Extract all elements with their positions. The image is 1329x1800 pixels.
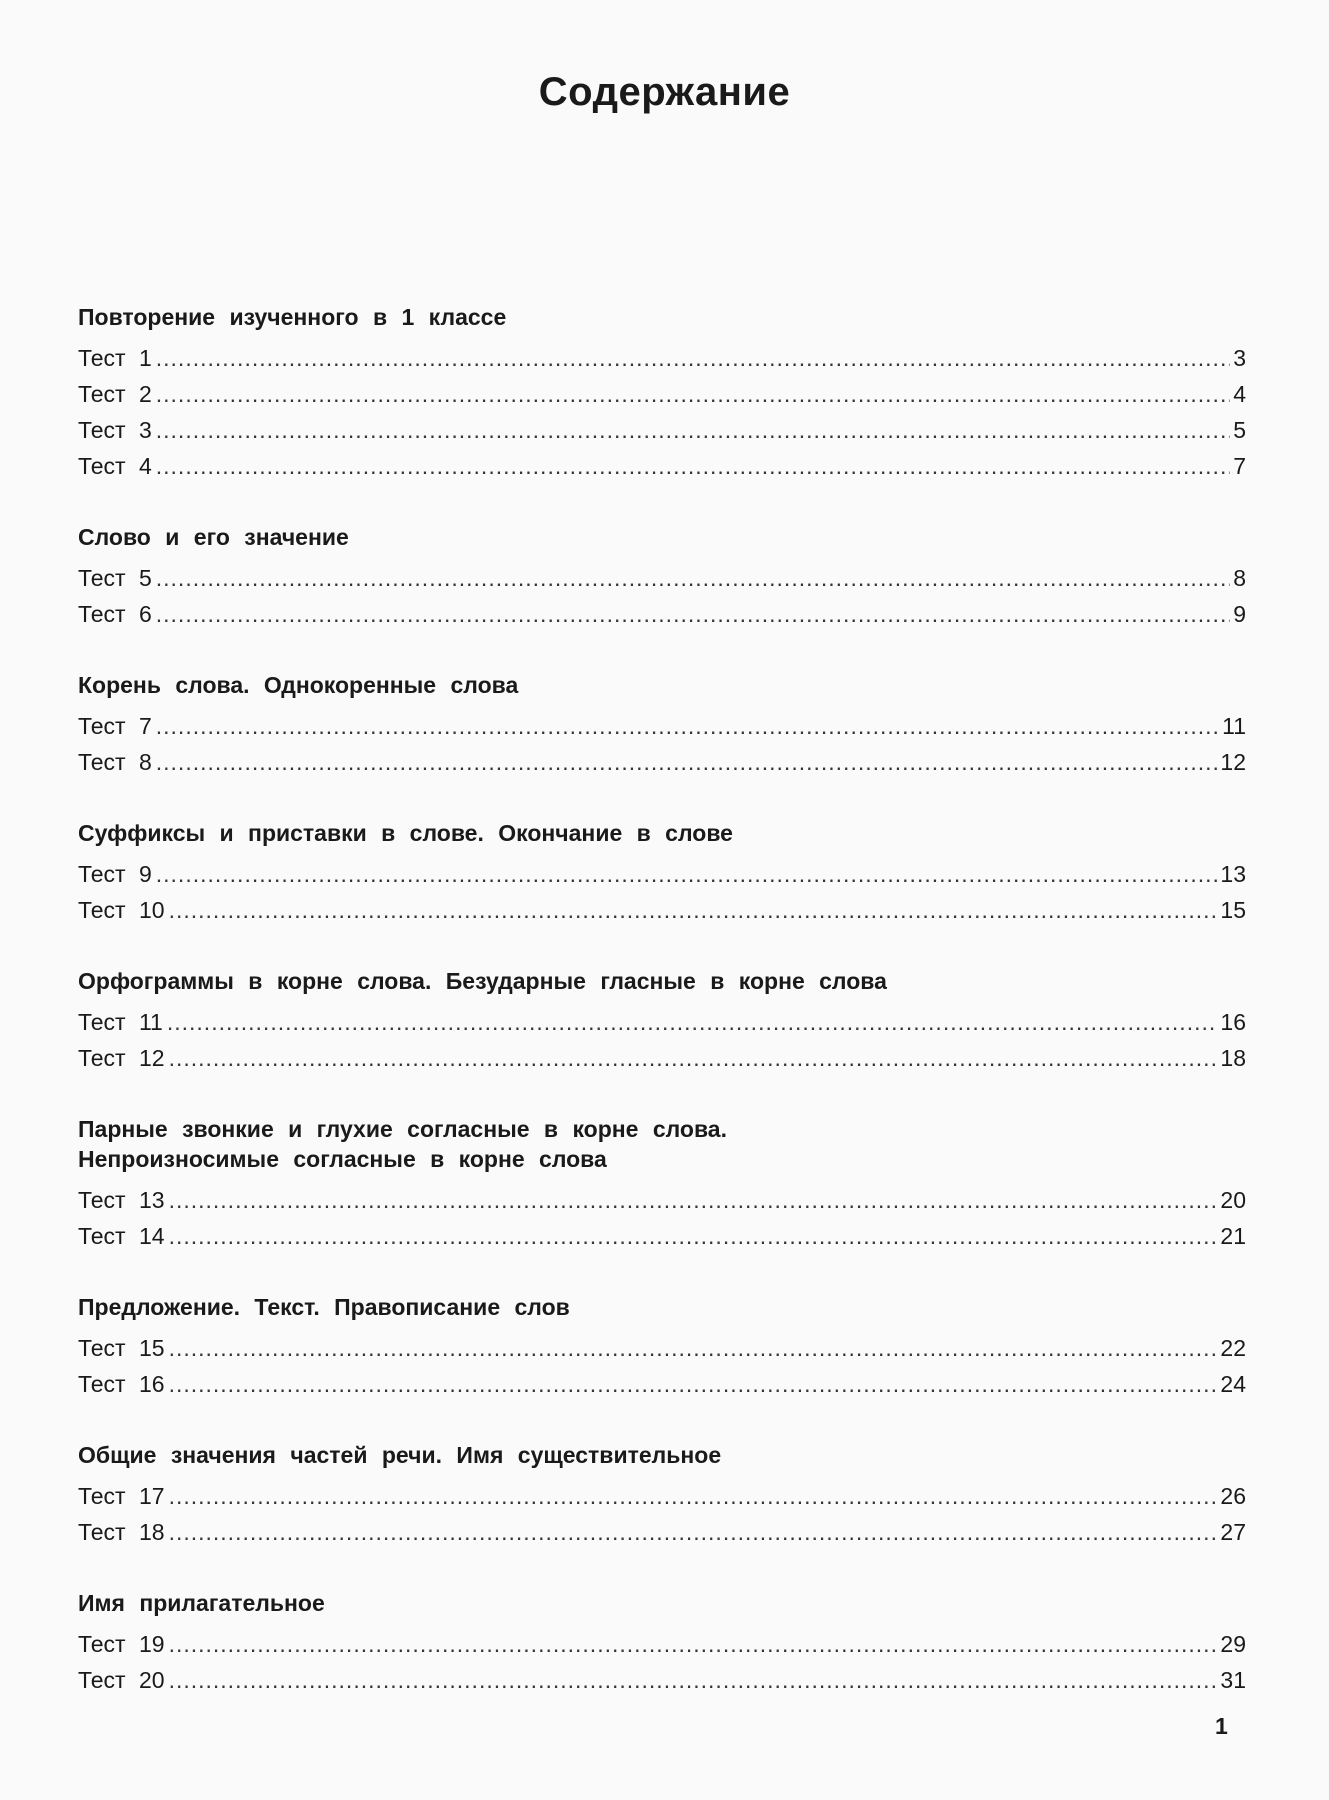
dot-leader [169, 1478, 1219, 1514]
entry-label: Тест 16 [78, 1371, 165, 1397]
toc-section [78, 1292, 1246, 1402]
entry-label: Тест 12 [78, 1045, 165, 1071]
entry-page: 31 [1220, 1667, 1246, 1693]
section-title: Суффиксы и приставки в слове. Окончание в слове [78, 820, 733, 846]
section-title: Корень слова. Однокоренные слова [78, 672, 519, 698]
entry-label: Тест 5 [78, 565, 152, 591]
toc-section [78, 966, 1246, 1076]
toc-entry[interactable] [78, 376, 1246, 412]
toc-section [78, 1440, 1246, 1550]
entry-label: Тест 20 [78, 1667, 165, 1693]
section-title-line: Непроизносимые согласные в корне слова [78, 1146, 607, 1172]
dot-leader [169, 1366, 1219, 1402]
entry-page: 16 [1220, 1009, 1246, 1035]
entry-label: Тест 3 [78, 417, 152, 443]
dot-leader [169, 1662, 1219, 1698]
entry-label: Тест 13 [78, 1187, 165, 1213]
toc-section [78, 818, 1246, 928]
dot-leader [169, 1626, 1219, 1662]
page-number: 1 [1215, 1713, 1228, 1739]
section-title: Общие значения частей речи. Имя существительное [78, 1442, 722, 1468]
section-title: Орфограммы в корне слова. Безударные гласные в корне слова [78, 968, 887, 994]
toc-entry[interactable] [78, 1218, 1246, 1254]
dot-leader [156, 744, 1219, 780]
toc-entry[interactable] [78, 1330, 1246, 1366]
toc-section [78, 670, 1246, 780]
entry-label: Тест 11 [78, 1009, 163, 1035]
dot-leader [156, 448, 1230, 484]
section-title [78, 1114, 1246, 1174]
entry-page: 21 [1220, 1223, 1246, 1249]
toc-section [78, 302, 1246, 484]
entry-page: 7 [1233, 453, 1246, 479]
entry-page: 27 [1220, 1519, 1246, 1545]
page-title: Содержание [538, 70, 791, 114]
dot-leader [156, 412, 1230, 448]
dot-leader [169, 1514, 1219, 1550]
entry-page: 20 [1220, 1187, 1246, 1213]
toc-entry[interactable] [78, 1478, 1246, 1514]
section-title-line: Парные звонкие и глухие согласные в корне слова. [78, 1116, 727, 1142]
dot-leader [156, 560, 1230, 596]
entry-page: 22 [1220, 1335, 1246, 1361]
dot-leader [169, 1040, 1219, 1076]
dot-leader [156, 856, 1219, 892]
entry-label: Тест 10 [78, 897, 165, 923]
entry-page: 8 [1233, 565, 1246, 591]
entry-label: Тест 14 [78, 1223, 165, 1249]
toc-entry[interactable] [78, 1040, 1246, 1076]
toc-entry[interactable] [78, 596, 1246, 632]
entry-page: 5 [1233, 417, 1246, 443]
toc-entry[interactable] [78, 1004, 1246, 1040]
toc-entry[interactable] [78, 340, 1246, 376]
toc-entry[interactable] [78, 856, 1246, 892]
entry-page: 18 [1220, 1045, 1246, 1071]
entry-label: Тест 6 [78, 601, 152, 627]
entry-page: 13 [1220, 861, 1246, 887]
dot-leader [156, 376, 1230, 412]
toc-entry[interactable] [78, 1514, 1246, 1550]
toc-entry[interactable] [78, 560, 1246, 596]
toc-entry[interactable] [78, 412, 1246, 448]
entry-label: Тест 7 [78, 713, 152, 739]
entry-page: 9 [1233, 601, 1246, 627]
entry-label: Тест 2 [78, 381, 152, 407]
dot-leader [167, 1004, 1219, 1040]
toc-entry[interactable] [78, 1626, 1246, 1662]
entry-page: 29 [1220, 1631, 1246, 1657]
toc-section [78, 522, 1246, 632]
dot-leader [169, 1330, 1219, 1366]
dot-leader [156, 340, 1230, 376]
dot-leader [169, 892, 1219, 928]
toc-entry[interactable] [78, 744, 1246, 780]
entry-label: Тест 19 [78, 1631, 165, 1657]
toc-entry[interactable] [78, 448, 1246, 484]
toc-entry[interactable] [78, 1662, 1246, 1698]
section-title: Предложение. Текст. Правописание слов [78, 1294, 570, 1320]
entry-page: 3 [1233, 345, 1246, 371]
entry-label: Тест 4 [78, 453, 152, 479]
entry-page: 11 [1222, 713, 1246, 739]
dot-leader [156, 708, 1220, 744]
table-of-contents [78, 302, 1246, 1736]
section-title: Слово и его значение [78, 524, 349, 550]
toc-entry[interactable] [78, 1182, 1246, 1218]
toc-section [78, 1114, 1246, 1254]
entry-label: Тест 18 [78, 1519, 165, 1545]
dot-leader [169, 1218, 1219, 1254]
section-title: Повторение изученного в 1 классе [78, 304, 507, 330]
entry-page: 24 [1220, 1371, 1246, 1397]
entry-label: Тест 9 [78, 861, 152, 887]
entry-label: Тест 17 [78, 1483, 165, 1509]
entry-label: Тест 15 [78, 1335, 165, 1361]
section-title: Имя прилагательное [78, 1590, 325, 1616]
toc-section [78, 1588, 1246, 1698]
toc-entry[interactable] [78, 708, 1246, 744]
entry-page: 15 [1220, 897, 1246, 923]
toc-entry[interactable] [78, 1366, 1246, 1402]
dot-leader [156, 596, 1230, 632]
entry-page: 4 [1233, 381, 1246, 407]
entry-label: Тест 1 [78, 345, 152, 371]
entry-page: 12 [1220, 749, 1246, 775]
entry-label: Тест 8 [78, 749, 152, 775]
entry-page: 26 [1220, 1483, 1246, 1509]
toc-entry[interactable] [78, 892, 1246, 928]
dot-leader [169, 1182, 1219, 1218]
